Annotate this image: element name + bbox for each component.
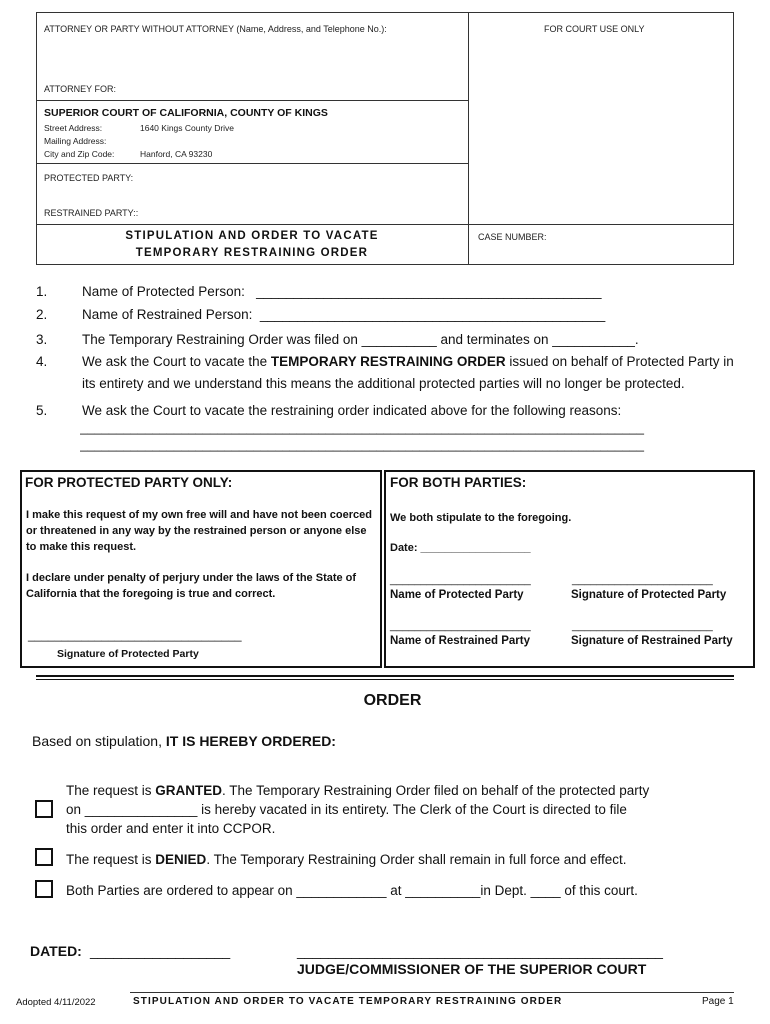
protected-name-line[interactable]: _______________________ [390, 574, 531, 586]
order-heading: ORDER [363, 692, 422, 709]
denied-text-a: The request is [66, 852, 156, 867]
item-4-text-a: We ask the Court to vacate the [82, 354, 271, 369]
protected-sig-line[interactable]: _______________________ [572, 574, 713, 586]
item-3-number: 3. [36, 332, 48, 347]
denied-text-c: . The Temporary Restraining Order shall remain in full force and effect. [206, 852, 627, 867]
granted-label: GRANTED [155, 783, 223, 798]
protected-signature-label: Signature of Protected Party [57, 648, 199, 660]
city-label: City and Zip Code: [44, 149, 115, 159]
item-4-text-c: issued on behalf of Protected Party in [505, 354, 734, 369]
granted-text-a: The request is [66, 783, 156, 798]
reason-line-1[interactable]: ______________________________________________________________________________ [80, 420, 644, 435]
dated-line[interactable]: __________________ [90, 943, 231, 959]
protected-signature-line[interactable]: ________________________________ [28, 628, 242, 642]
restrained-name-line[interactable]: _______________________ [390, 620, 531, 632]
item-4-number: 4. [36, 354, 48, 369]
protected-party-label: PROTECTED PARTY: [44, 173, 134, 183]
free-will-statement: I make this request of my own free will and have not been coerced or threatened in any way by the restrained person or anyone else to make this request. [26, 509, 372, 553]
name-restrained-label: Name of Restrained Party [390, 635, 530, 647]
form-title-line2: TEMPORARY RESTRAINING ORDER [135, 247, 369, 259]
protected-box-heading: FOR PROTECTED PARTY ONLY: [25, 475, 233, 490]
sig-protected-label: Signature of Protected Party [571, 589, 727, 601]
sig-restrained-label: Signature of Restrained Party [571, 635, 733, 647]
granted-checkbox[interactable] [35, 800, 53, 818]
hereby-ordered: IT IS HEREBY ORDERED: [165, 733, 336, 749]
based-on-stipulation [32, 733, 336, 749]
granted-line-3: this order and enter it into CCPOR. [66, 821, 276, 836]
item-5-number: 5. [36, 403, 48, 418]
granted-text-c: . The Temporary Restraining Order filed on behalf of the protected party [222, 783, 650, 798]
perjury-declaration: I declare under penalty of perjury under the laws of the State of California that the foregoing is true and correct. [26, 572, 357, 600]
item-3-text: The Temporary Restraining Order was filed on __________ and terminates on ___________. [82, 332, 639, 347]
dated-label: DATED: [30, 943, 82, 959]
restrained-sig-line[interactable]: _______________________ [572, 620, 713, 632]
footer-title: STIPULATION AND ORDER TO VACATE TEMPORARY RESTRAINING ORDER [133, 996, 563, 1007]
stipulation-date-field[interactable]: Date: __________________ [390, 542, 531, 554]
granted-line-1 [66, 781, 649, 800]
judge-signature-line[interactable]: _______________________________________________ [297, 943, 663, 959]
item-1-text: Name of Protected Person: ______________________________________________ [82, 284, 602, 299]
page-number: Page 1 [702, 996, 734, 1007]
case-number-label: CASE NUMBER: [478, 232, 547, 242]
reason-line-2[interactable]: ______________________________________________________________________________ [80, 437, 644, 452]
item-2-text: Name of Restrained Person: ______________________________________________ [82, 307, 606, 322]
city-value: Hanford, CA 93230 [140, 149, 213, 159]
denied-label: DENIED [155, 852, 207, 867]
footer-rule [130, 992, 734, 993]
appear-checkbox[interactable] [35, 880, 53, 898]
name-protected-label: Name of Protected Party [390, 589, 524, 601]
judge-label: JUDGE/COMMISSIONER OF THE SUPERIOR COURT [297, 961, 647, 977]
granted-line-2: on _______________ is hereby vacated in its entirety. The Clerk of the Court is directed to file [66, 802, 627, 817]
item-4-text-line2: its entirety and we understand this means the additional protected parties will no longer be protected. [82, 376, 685, 391]
court-name: SUPERIOR COURT OF CALIFORNIA, COUNTY OF KINGS [44, 107, 328, 119]
denied-checkbox[interactable] [35, 848, 53, 866]
court-use-label: FOR COURT USE ONLY [544, 24, 645, 34]
order-divider [36, 675, 734, 677]
form-title-line1: STIPULATION AND ORDER TO VACATE [125, 230, 379, 242]
restrained-party-label: RESTRAINED PARTY:: [44, 208, 139, 218]
stipulate-statement: We both stipulate to the foregoing. [390, 512, 572, 524]
attorney-for-label: ATTORNEY FOR: [44, 84, 117, 94]
street-label: Street Address: [44, 123, 103, 133]
mailing-label: Mailing Address: [44, 136, 107, 146]
item-1-number: 1. [36, 284, 48, 299]
attorney-label: ATTORNEY OR PARTY WITHOUT ATTORNEY (Name, Address, and Telephone No.): [44, 24, 387, 34]
item-2-number: 2. [36, 307, 48, 322]
item-4-text [82, 354, 734, 369]
appear-line: Both Parties are ordered to appear on ____________ at __________in Dept. ____ of this court. [66, 883, 638, 898]
denied-line [66, 850, 627, 869]
both-box-heading: FOR BOTH PARTIES: [390, 475, 527, 490]
item-5-text: We ask the Court to vacate the restraining order indicated above for the following reasons: [82, 403, 622, 418]
street-value: 1640 Kings County Drive [140, 123, 235, 133]
adopted-date: Adopted 4/11/2022 [16, 997, 96, 1008]
based-text: Based on stipulation, [32, 733, 166, 749]
item-4-emphasis: TEMPORARY RESTRAINING ORDER [270, 354, 506, 369]
